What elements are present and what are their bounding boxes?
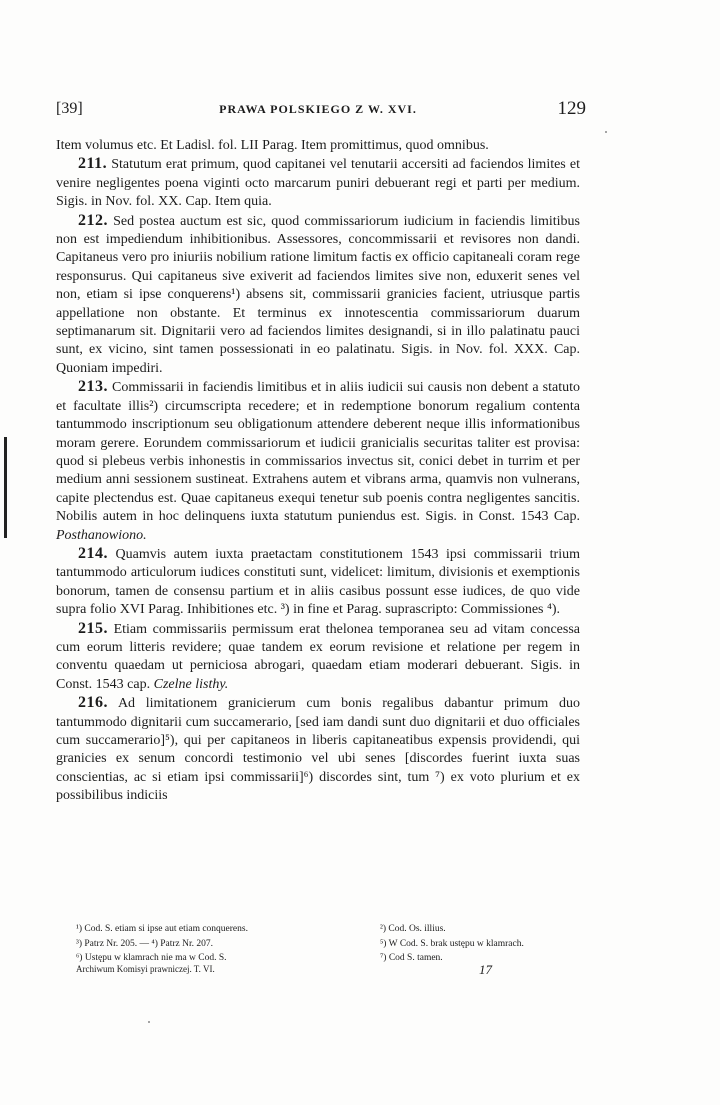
header-title: PRAWA POLSKIEGO Z W. XVI.	[219, 102, 417, 116]
paragraph-italic-citation: Czelne listhy.	[153, 676, 229, 692]
footnote-5: ⁵) W Cod. S. brak ustępu w klamrach.	[380, 938, 524, 949]
paragraph-text: Etiam commissariis permissum erat thelonea temporanea seu ad vitam concessa cum eorum litteris revidere; quae tandem ex eorum revisione et relatione per regem in conventu quaedam ut perniciosa abrogari, quaedam etiam moderari debuerant. Sigis. in Const. 1543 cap.	[56, 621, 580, 692]
main-text	[56, 137, 580, 806]
paragraph-211	[56, 155, 580, 211]
page-number: 129	[557, 98, 586, 119]
paragraph-number: 211.	[78, 155, 108, 173]
paragraph-215	[56, 620, 580, 695]
sheet-number: 17	[479, 962, 492, 977]
footnote-3-4: ³) Patrz Nr. 205. — ⁴) Patrz Nr. 207.	[76, 938, 214, 949]
publication-signature: Archiwum Komisyi prawniczej. T. VI.	[76, 964, 215, 974]
paragraph-continuation: Item volumus etc. Et Ladisl. fol. LII Parag. Item promittimus, quod omnibus.	[56, 138, 489, 153]
footnotes	[76, 922, 576, 966]
paragraph-number: 216.	[78, 694, 108, 712]
paragraph-number: 214.	[78, 544, 108, 562]
footnote-1: ¹) Cod. S. etiam si ipse aut etiam conquerens.	[76, 924, 248, 934]
margin-bar-mark	[4, 437, 7, 538]
footnote-6: ⁶) Ustępu w klamrach nie ma w Cod. S.	[76, 953, 227, 963]
margin-dot-mark	[605, 131, 607, 133]
footnote-row	[76, 937, 576, 952]
paragraph-italic-citation: Posthanowiono.	[56, 527, 147, 543]
paragraph-213	[56, 378, 580, 545]
running-header	[56, 98, 586, 120]
footnote-2: ²) Cod. Os. illius.	[380, 924, 446, 934]
paragraph-212	[56, 212, 580, 379]
paragraph-number: 215.	[78, 619, 108, 637]
paragraph-216	[56, 694, 580, 805]
header-section-number: [39]	[56, 100, 83, 117]
footnote-row	[76, 922, 576, 937]
paragraph-number: 213.	[78, 378, 108, 396]
paragraph-214	[56, 545, 580, 620]
paragraph-text: Quamvis autem iuxta praetactam constitutionem 1543 ipsi commissarii trium tantummodo articulorum iudices constituti sunt, videlicet: limitum, divisionis et exemptionis bonorum, tamen de consensu partium et in aliis casibus possunt esse iudices, de quo vide supra folio XVI Parag. Inhibitiones etc. ³) in fine et Parag. suprascripto: Commissiones ⁴).	[56, 546, 580, 618]
footnote-7: ⁷) Cod S. tamen.	[380, 953, 443, 963]
paragraph-number: 212.	[78, 211, 108, 229]
paragraph-text: Commissarii in faciendis limitibus et in aliis iudicii sui causis non debent a statuto et facultate illis²) circumscripta recedere; et in redemptione bonorum regalium contenta tantummodo inscriptionum seu obligationum attendere deberent neque illis informationibus moram gerere. Eorundem commissariorum et iudicii granicialis securitas taliter est provisa: quod si plebeus verbis inhonestis in commissarios invectus sit, conici debet in turrim et per medium anni sessionem sustineat. Extrahens autem et vibrans arma, quamvis non vulnerans, capite plectendus est. Quae capitaneus exequi tenetur sub poenis contra negligentes sancitis. Nobilis autem in hoc delinquens iuxta statutum puniendus est. Sigis. in Const. 1543 Cap.	[56, 380, 580, 525]
paragraph-text: Ad limitationem granicierum cum bonis regalibus dabantur primum duo tantummodo dignitarii cum succamerario, [sed iam dandi sunt duo dignitarii et duo officiales cum succamerario]⁵), qui per capitaneos in liberis capitaneatibus expensis providendi, qui granicies ex senum concordi testimonio vel ubi senes [discordes fuerint iuxta suas conscientias, ac si etiam ipsi commissarii]⁶) discordes sint, tum ⁷) ex voto plurium et ex possibilibus indiciis	[56, 696, 580, 804]
paragraph-text: Sed postea auctum est sic, quod commissariorum iudicium in faciendis limitibus non est impediendum inhibitionibus. Assessores, concommissarii et revisores non dandi. Capitaneus vero pro iniuriis nobilium ratione limitum factis ex officio capitaneali coram rege responsurus. Qui capitaneus sive exiverit ad faciendos limites sive non, eduxerit senes vel non, etiam si ipse conquerens¹) absens sit, commissarii granicies facient, utriusque partis appellatione non obstante. Et terminus ex innotescentia commissariorum duarum septimanarum sit. Dignitarii vero ad faciendos limites designandi, si in illo palatinatu pauci sunt, ex vicino, sint tamen possessionati in eo palatinatu. Sigis. in Nov. fol. XXX. Cap. Quoniam impediri.	[56, 213, 580, 376]
paragraph-text: Statutum erat primum, quod capitanei vel tenutarii accersiti ad faciendos limites et venire negligentes poena viginti octo marcarum puniri debuerant regi et parti per medium. Sigis. in Nov. fol. XX. Cap. Item quia.	[56, 157, 580, 210]
signature-line	[76, 964, 576, 978]
bottom-dot-mark	[148, 1021, 150, 1023]
